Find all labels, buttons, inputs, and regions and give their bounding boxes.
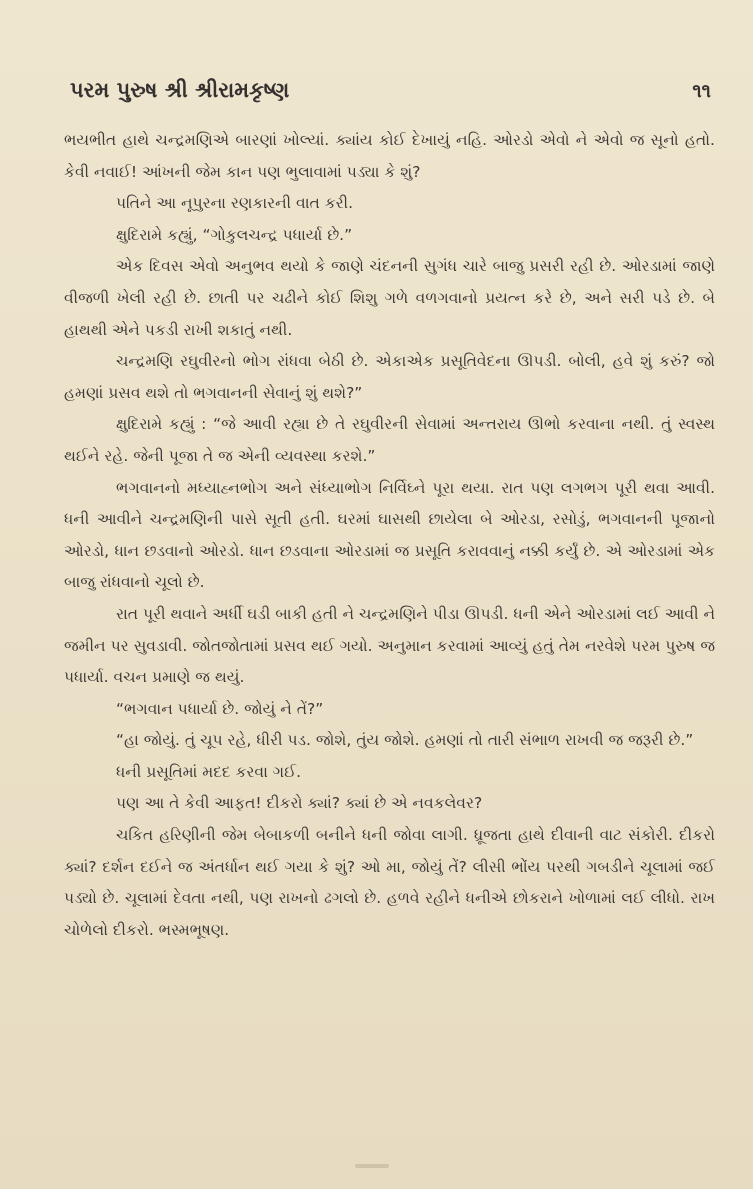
paragraph: ધની પ્રસૂતિમાં મદદ કરવા ગઈ. <box>116 762 302 781</box>
paragraph: “હા જોયું. તું ચૂપ રહે, ધીરી પડ. જોશે, તુંય જોશે. હમણાં તો તારી સંભાળ રાખવી જ જરૂરી છે.” <box>116 731 694 750</box>
paragraph: એક દિવસ એવો અનુભવ થયો કે જાણે ચંદનની સુગંધ ચારે બાજુ પ્રસરી રહી છે. ઓરડામાં જાણે વીજળી ખેલી રહી છે. છાતી પર ચઢીને કોઈ શિશુ ગળે વળગવાનો પ્રયત્ન કરે છે, અને સરી પડે છે. બે હાથથી એને પકડી રાખી શકાતું નથી. <box>64 257 715 339</box>
paragraph: પણ આ તે કેવી આફત! દીકરો ક્યાં? ક્યાં છે એ નવકલેવર? <box>116 794 483 813</box>
paragraph: ક્ષુદિરામે કહ્યું, “ગોકુલચન્દ્ર પધાર્યા છે.” <box>116 225 353 244</box>
running-header <box>70 78 711 103</box>
bottom-ink-mark <box>355 1164 389 1168</box>
paragraph: ભયભીત હાથે ચન્દ્રમણિએ બારણાં ખોલ્યાં. ક્યાંય કોઈ દેખાયું નહિ. ઓરડો એવો ને એવો જ સૂનો હતો. કેવી નવાઈ! આંખની જેમ કાન પણ ભુલાવામાં પડ્યા કે શું? <box>64 131 715 181</box>
paragraph: ચન્દ્રમણિ રઘુવીરનો ભોગ રાંધવા બેઠી છે. એકાએક પ્રસૂતિવેદના ઊપડી. બોલી, હવે શું કરું? જો હમણાં પ્રસવ થશે તો ભગવાનની સેવાનું શું થશે?” <box>64 352 715 402</box>
page-number: ૧૧ <box>692 80 711 102</box>
paragraph: “ભગવાન પધાર્યા છે. જોયું ને તેં?” <box>116 699 324 718</box>
paragraph: રાત પૂરી થવાને અર્ધી ઘડી બાકી હતી ને ચન્દ્રમણિને પીડા ઊપડી. ધની એને ઓરડામાં લઈ આવી ને જમીન પર સુવડાવી. જોતજોતામાં પ્રસવ થઈ ગયો. અનુમાન કરવામાં આવ્યું હતું તેમ નરવેશે પરમ પુરુષ જ પધાર્યા. વચન પ્રમાણે જ થયું. <box>64 604 715 687</box>
paragraph: ભગવાનનો મધ્યાહ્નભોગ અને સંધ્યાભોગ નિર્વિઘ્ને પૂરા થયા. રાત પણ લગભગ પૂરી થવા આવી. ધની આવીને ચન્દ્રમણિની પાસે સૂતી હતી. ઘરમાં ઘાસથી છાયેલા બે ઓરડા, રસોડું, ભગવાનની પૂજાનો ઓરડો, ધાન છડવાનો ઓરડો. ધાન છડવાના ઓરડામાં જ પ્રસૂતિ કરાવવાનું નક્કી કર્યું છે. એ ઓરડામાં એક બાજુ રાંધવાનો ચૂલો છે. <box>64 478 715 592</box>
running-title: પરમ પુરુષ શ્રી શ્રીરામકૃષ્ણ <box>70 78 290 102</box>
body-text <box>64 125 715 946</box>
paragraph: પતિને આ નૂપુરના રણકારની વાત કરી. <box>116 194 354 213</box>
paragraph: ક્ષુદિરામે કહ્યું : “જે આવી રહ્યા છે તે રઘુવીરની સેવામાં અન્તરાય ઊભો કરવાના નથી. તું સ્વસ્થ થઈને રહે. જેની પૂજા તે જ એની વ્યવસ્થા કરશે.” <box>64 415 715 465</box>
paragraph: ચકિત હરિણીની જેમ બેબાકળી બનીને ધની જોવા લાગી. ધ્રૂજતા હાથે દીવાની વાટ સંકોરી. દીકરો ક્યાં? દર્શન દઈને જ અંતર્ધાન થઈ ગયા કે શું? ઓ મા, જોયું તેં? લીસી ભોંય પરથી ગબડીને ચૂલામાં જઈ પડ્યો છે. ચૂલામાં દેવતા નથી, પણ રાખનો ઢગલો છે. હળવે રહીને ધનીએ છોકરાને ખોળામાં લઈ લીધો. રાખ ચોળેલો દીકરો. ભસ્મભૂષણ. <box>64 826 715 939</box>
